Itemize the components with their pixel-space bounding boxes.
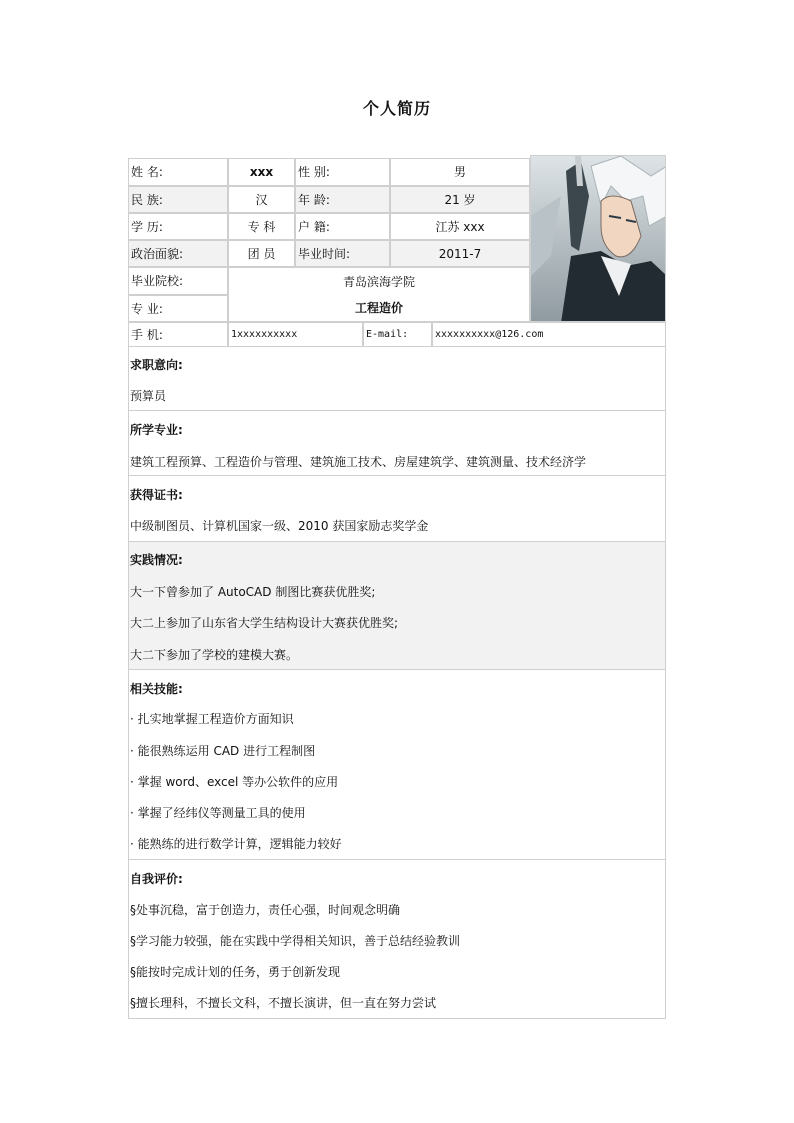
skills-line: · 掌握 word、excel 等办公软件的应用 [130, 775, 339, 789]
name-value: xxx [228, 158, 295, 186]
self-eval-line: §处事沉稳，富于创造力，责任心强，时间观念明确 [130, 903, 401, 917]
objective-section [128, 347, 666, 411]
practice-line: 大二下参加了学校的建模大赛。 [130, 648, 299, 662]
page-title: 个人简历 [362, 99, 431, 118]
profile-photo [530, 155, 666, 322]
certs-line: 中级制图员、计算机国家一级、2010 获国家励志奖学金 [130, 519, 429, 533]
ethnicity-label: 民 族: [128, 186, 228, 213]
self-eval-line: §能按时完成计划的任务，勇于创新发现 [130, 965, 341, 979]
education-value: 专 科 [228, 213, 295, 240]
skills-line: · 掌握了经纬仪等测量工具的使用 [130, 806, 306, 820]
skills-line: · 能很熟练运用 CAD 进行工程制图 [130, 744, 316, 758]
politics-label: 政治面貌: [128, 240, 228, 267]
education-label: 学 历: [128, 213, 228, 240]
courses-section [128, 411, 666, 476]
grad-time-value: 2011-7 [390, 240, 530, 267]
age-value: 21 岁 [390, 186, 530, 213]
section-title: 相关技能: [130, 682, 183, 696]
practice-section [128, 542, 666, 670]
section-title: 所学专业: [130, 423, 183, 437]
skills-section [128, 670, 666, 860]
school-value: 青岛滨海学院 [228, 267, 530, 295]
name-label: 姓 名: [128, 158, 228, 186]
grad-time-label: 毕业时间: [295, 240, 390, 267]
ethnicity-value: 汉 [228, 186, 295, 213]
anime-portrait-image [531, 156, 666, 322]
skills-line: · 能熟练的进行数学计算，逻辑能力较好 [130, 837, 342, 851]
section-title: 实践情况: [130, 553, 183, 567]
self-eval-section [128, 860, 666, 1019]
hukou-label: 户 籍: [295, 213, 390, 240]
self-eval-line: §学习能力较强，能在实践中学得相关知识，善于总结经验教训 [130, 934, 461, 948]
section-title: 获得证书: [130, 488, 183, 502]
self-eval-line: §擅长理科，不擅长文科，不擅长演讲，但一直在努力尝试 [130, 996, 437, 1010]
certs-section [128, 476, 666, 542]
skills-line: · 扎实地掌握工程造价方面知识 [130, 712, 294, 726]
politics-value: 团 员 [228, 240, 295, 267]
objective-line: 预算员 [130, 389, 167, 403]
phone-label: 手 机: [128, 322, 228, 347]
section-title: 求职意向: [130, 358, 183, 372]
courses-line: 建筑工程预算、工程造价与管理、建筑施工技术、房屋建筑学、建筑测量、技术经济学 [130, 455, 587, 469]
gender-label: 性 别: [295, 158, 390, 186]
major-label: 专 业: [128, 295, 228, 322]
hukou-value: 江苏 xxx [390, 213, 530, 240]
email-label: E-mail: [363, 322, 432, 347]
practice-line: 大一下曾参加了 AutoCAD 制图比赛获优胜奖; [130, 585, 376, 599]
gender-value: 男 [390, 158, 530, 186]
email-value: xxxxxxxxxx@126.com [432, 322, 666, 347]
school-label: 毕业院校: [128, 267, 228, 295]
section-title: 自我评价: [130, 872, 183, 886]
major-value: 工程造价 [228, 295, 530, 322]
age-label: 年 龄: [295, 186, 390, 213]
practice-line: 大二上参加了山东省大学生结构设计大赛获优胜奖; [130, 616, 399, 630]
phone-value: 1xxxxxxxxxx [228, 322, 363, 347]
